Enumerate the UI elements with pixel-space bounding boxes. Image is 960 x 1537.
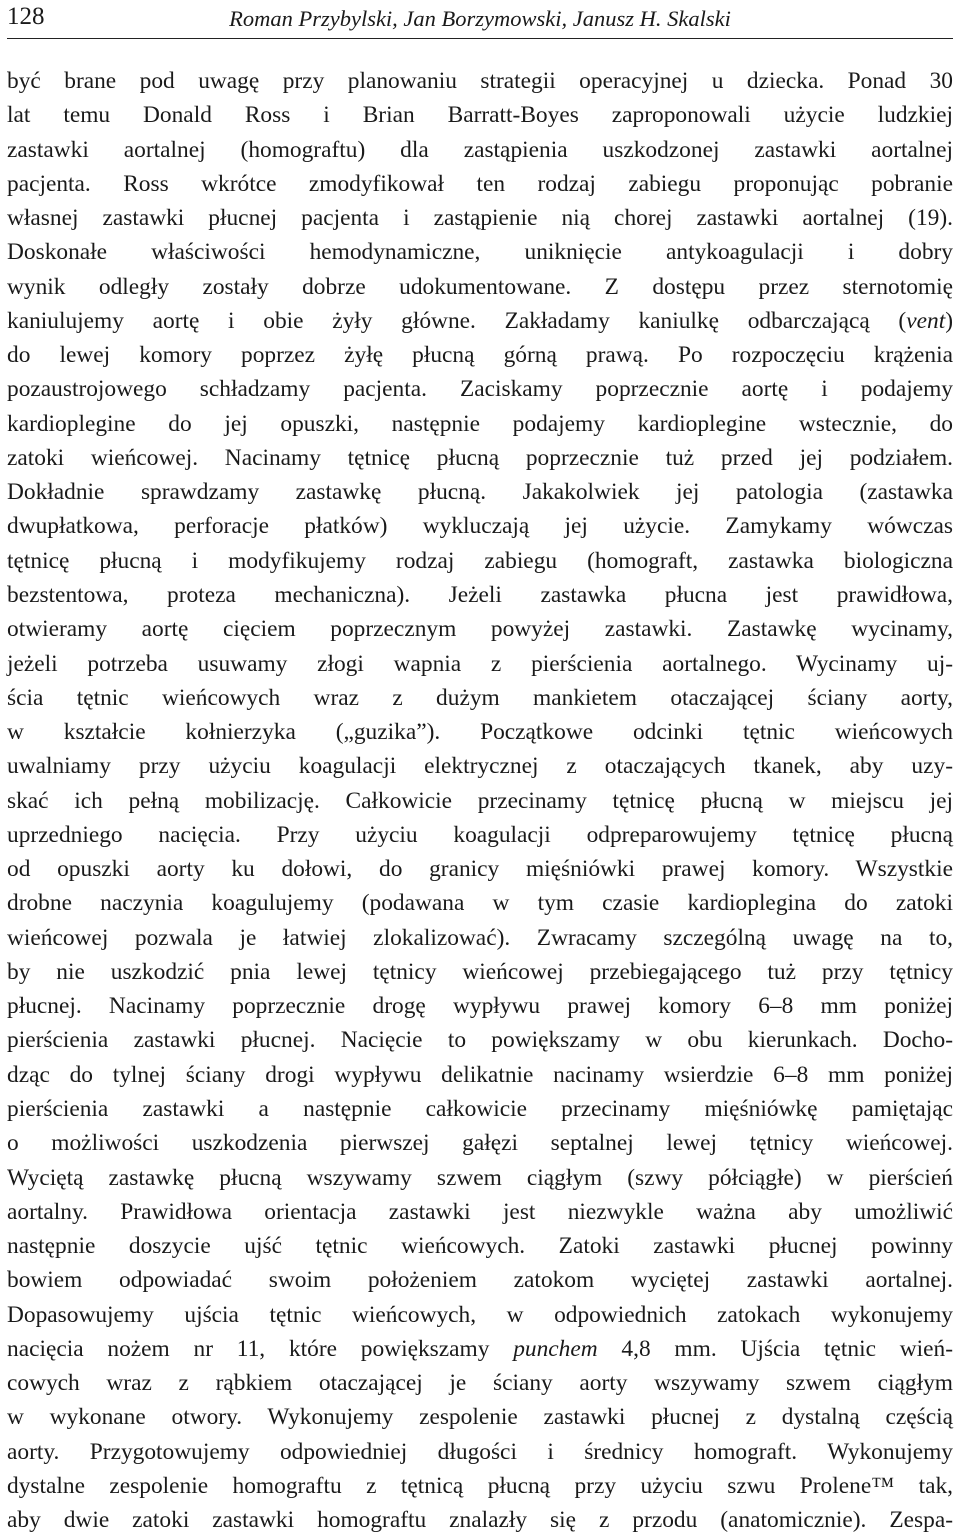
text-line: by nie uszkodzić pnia lewej tętnicy wieńcowej przebiegającego tuż przy tętnicy xyxy=(7,958,953,985)
text-line: wieńcowej pozwala je łatwiej zlokalizować). Zwracamy szczególną uwagę na to, xyxy=(7,924,953,951)
text-line-part: 4,8 mm. Ujścia tętnic wień- xyxy=(597,1335,953,1362)
italic-term-punchem: punchem xyxy=(513,1335,598,1362)
text-line: własnej zastawki płucnej pacjenta i zastąpienie nią chorej zastawki aortalnej (19). xyxy=(7,205,953,232)
text-line: wynik odległy zostały dobrze udokumentowane. Z dostępu przez sternotomię xyxy=(7,273,953,300)
italic-term-vent: vent xyxy=(906,307,946,334)
text-line: otwieramy aortę cięciem poprzecznym powyżej zastawki. Zastawkę wycinamy, xyxy=(7,616,953,643)
text-line: tętnicę płucną i modyfikujemy rodzaj zabiegu (homograft, zastawka biologiczna xyxy=(7,547,953,574)
text-line: Doskonałe właściwości hemodynamiczne, uniknięcie antykoagulacji i dobry xyxy=(7,239,953,266)
text-line xyxy=(7,1332,953,1366)
text-line: uwalniamy przy użyciu koagulacji elektrycznej z otaczających tkanek, aby uzy- xyxy=(7,753,953,780)
text-line: dwupłatkowa, perforacje płatków) wykluczają jej użycie. Zamykamy wówczas xyxy=(7,513,953,540)
text-line: jeżeli potrzeba usuwamy złogi wapnia z pierścienia aortalnego. Wycinamy uj- xyxy=(7,650,953,677)
text-line: kardioplegine do jej opuszki, następnie podajemy kardioplegine wstecznie, do xyxy=(7,410,953,437)
text-line-part: nacięcia nożem nr 11, które powiększamy xyxy=(7,1335,514,1362)
text-line: następnie doszycie ujść tętnic wieńcowych. Zatoki zastawki płucnej powinny xyxy=(7,1233,953,1260)
text-line: pozaustrojowego schładzamy pacjenta. Zaciskamy poprzecznie aortę i podajemy xyxy=(7,376,953,403)
text-line: w wykonane otwory. Wykonujemy zespolenie zastawki płucnej z dystalną częścią xyxy=(7,1404,953,1431)
body-text xyxy=(7,64,953,1537)
text-line: pierścienia zastawki a następnie całkowicie przecinamy mięśniówkę pamiętając xyxy=(7,1095,953,1122)
page-number: 128 xyxy=(7,3,45,30)
text-line: Dokładnie sprawdzamy zastawkę płucną. Jakakolwiek jej patologia (zastawka xyxy=(7,479,953,506)
text-line: być brane pod uwagę przy planowaniu strategii operacyjnej u dziecka. Ponad 30 xyxy=(7,68,953,94)
text-line-part: kaniulujemy aortę i obie żyły główne. Zakładamy kaniulkę odbarczającą ( xyxy=(7,307,907,334)
text-line: drobne naczynia koagulujemy (podawana w tym czasie kardioplegina do zatoki xyxy=(7,890,953,917)
text-line-part: ) xyxy=(945,307,953,334)
text-line: ścia tętnic wieńcowych wraz z dużym mankietem otaczającej ściany aorty, xyxy=(7,684,953,711)
text-line: skać ich pełną mobilizację. Całkowicie przecinamy tętnicę płucną w miejscu jej xyxy=(7,787,953,814)
text-line: cowych wraz z rąbkiem otaczającej je ściany aorty wszywamy szwem ciągłym xyxy=(7,1370,953,1397)
text-line: bowiem odpowiadać swoim położeniem zatokom wyciętej zastawki aortalnej. xyxy=(7,1267,953,1294)
text-line: o możliwości uszkodzenia pierwszej gałęzi septalnej lewej tętnicy wieńcowej. xyxy=(7,1130,953,1157)
text-line: dystalne zespolenie homograftu z tętnicą płucną przy użyciu szwu Prolene™ tak, xyxy=(7,1472,953,1499)
text-line: zastawki aortalnej (homograftu) dla zastąpienia uszkodzonej zastawki aortalnej xyxy=(7,136,953,163)
text-line: uprzedniego nacięcia. Przy użyciu koagulacji odpreparowujemy tętnicę płucną xyxy=(7,821,953,848)
text-line: zatoki wieńcowej. Nacinamy tętnicę płucną poprzecznie tuż przed jej podziałem. xyxy=(7,444,953,471)
text-line: pacjenta. Ross wkrótce zmodyfikował ten rodzaj zabiegu proponując pobranie xyxy=(7,170,953,197)
text-line: aby dwie zatoki zastawki homograftu znalazły się z przodu (anatomicznie). Zespa- xyxy=(7,1507,953,1534)
text-line: pierścienia zastawki płucnej. Nacięcie to powiększamy w obu kierunkach. Docho- xyxy=(7,1027,953,1054)
text-line: aorty. Przygotowujemy odpowiedniej długości i średnicy homograft. Wykonujemy xyxy=(7,1438,953,1465)
text-line: do lewej komory poprzez żyłę płucną górną prawą. Po rozpoczęciu krążenia xyxy=(7,342,953,369)
text-line: od opuszki aorty ku dołowi, do granicy mięśniówki prawej komory. Wszystkie xyxy=(7,856,953,883)
text-line: Dopasowujemy ujścia tętnic wieńcowych, w odpowiednich zatokach wykonujemy xyxy=(7,1301,953,1328)
text-line: bezstentowa, proteza mechaniczna). Jeżeli zastawka płucna jest prawidłowa, xyxy=(7,581,953,608)
running-head: Roman Przybylski, Jan Borzymowski, Janusz H. Skalski xyxy=(229,6,731,31)
text-line xyxy=(7,304,953,338)
page-header xyxy=(7,0,953,39)
text-line: Wyciętą zastawkę płucną wszywamy szwem ciągłym (szwy półciągłe) w pierścień xyxy=(7,1164,953,1191)
text-line: aortalny. Prawidłowa orientacja zastawki jest niezwykle ważna aby umożliwić xyxy=(7,1198,953,1225)
text-line: lat temu Donald Ross i Brian Barratt-Boyes zaproponowali użycie ludzkiej xyxy=(7,102,953,129)
text-line: dząc do tylnej ściany drogi wypływu delikatnie nacinamy wsierdzie 6–8 mm poniżej xyxy=(7,1061,953,1088)
text-line: płucnej. Nacinamy poprzecznie drogę wypływu prawej komory 6–8 mm poniżej xyxy=(7,993,953,1020)
text-line: w kształcie kołnierzyka („guzika”). Początkowe odcinki tętnic wieńcowych xyxy=(7,719,953,746)
